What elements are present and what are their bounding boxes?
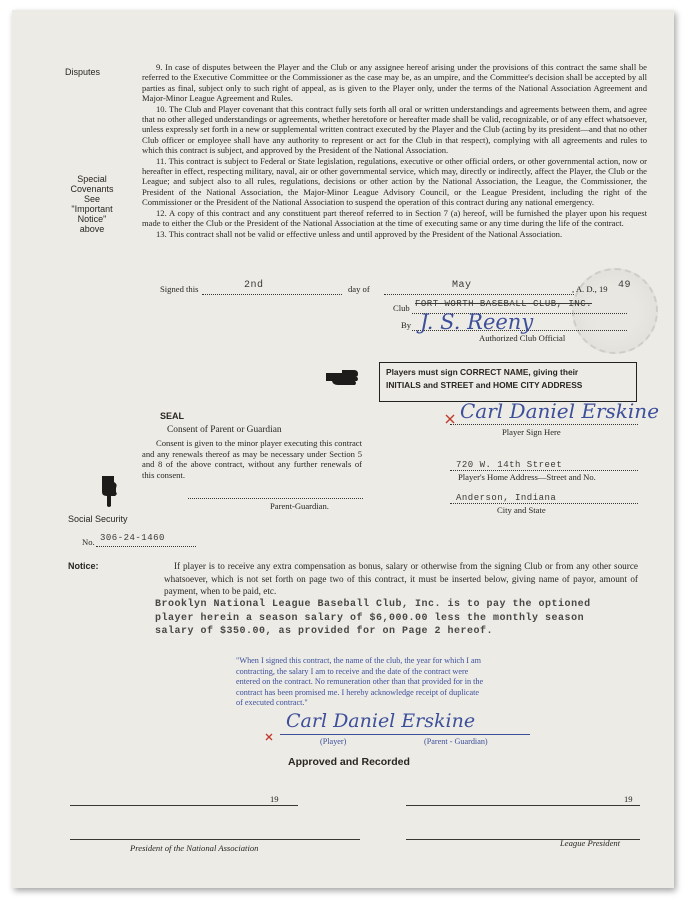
player-city-label: City and State (497, 505, 546, 515)
pointing-hand-icon (324, 365, 360, 389)
contract-clauses (142, 62, 647, 239)
club-label: Club (393, 303, 410, 313)
player-address-value: 720 W. 14th Street (456, 460, 563, 470)
clause-13: 13. This contract shall not be valid or effective unless and until approved by the President of the National Association. (156, 228, 563, 239)
clause-10: 10. The Club and Player covenant that this contract fully sets forth all oral or written understandings and agreements between them, and agree that no other alleged understandings or agreements, whether heretofore or hereafter made shall be valid, recognizable, or of any effect whatsoever, unless expressly set forth in a new or supplemental written contract executed by the Player and the Club (acting by its president—and that no other Club officer or employee shall have any authority to represent or act for the Club in that respect), complying with all agreements and rules to which this contract is subject, and approved by the President of the National Association. (142, 103, 647, 156)
player-signature: Carl Daniel Erskine (460, 399, 660, 423)
seal-label: SEAL (160, 411, 185, 421)
footer-year-right: 19 (624, 794, 633, 804)
embossed-seal (572, 268, 658, 354)
authorized-official-label: Authorized Club Official (479, 333, 566, 343)
social-security-label: Social Security (68, 514, 128, 524)
clause-9: 9. In case of disputes between the Player and the Club or any assignee hereof arising under the provisions of this contract the same shall be referred to the Executive Committee or the Commissioner as the case may be, as an umpire, and the Committee's decision shall be accepted by all parties as final, subject only to such right of appeal, as is given to the Player only, under the terms of the National Association Agreement and Major-Minor League Agreement and Rules. (142, 62, 647, 104)
special-covenants-label: Special Covenants See "Important Notice" above (70, 174, 114, 234)
pointing-hand-down-icon (98, 474, 120, 508)
ss-value: 306-24-1460 (100, 533, 165, 543)
typed-bonus-insert: Brooklyn National League Baseball Club, Inc. is to pay the optioned player herein a season salary of $6,000.00 less the monthly season salary of $350.00, as provided for on Page 2 hereof. (155, 599, 591, 637)
stamp-player-signature: Carl Daniel Erskine (286, 710, 476, 732)
club-value: FORT WORTH BASEBALL CLUB, INC. (415, 299, 593, 309)
club-official-signature: J. S. Reeny (420, 310, 534, 334)
notice-label: Notice: (68, 561, 99, 571)
by-label: By (401, 320, 412, 330)
consent-title: Consent of Parent or Guardian (167, 425, 282, 435)
player-city-value: Anderson, Indiana (456, 493, 557, 503)
year-value: 49 (618, 280, 632, 291)
receipt-stamp-text: "When I signed this contract, the name of the club, the year for which I am contracting, the salary I am to receive and the date of the contract were entered on the contract. No remuneration other than that provided for in the contract has been promised me. I hereby acknowledge receipt of duplicate of executed contract." (236, 656, 484, 707)
stamp-player-label: (Player) (320, 737, 347, 746)
ad-label: , A. D., 19 (572, 284, 608, 294)
league-president-label: League President (560, 838, 621, 848)
clause-11: 11. This contract is subject to Federal or State legislation, regulations, executive or other official orders, or other governmental action, now or hereafter in effect, respecting military, naval, air or other governmental service, which may, directly or indirectly, affect the Player, the Club or the League; and subject also to all rules, regulations, decisions or other action by the National Association, the League, the Commissioner, the President of the National Association, the Major-Minor League Advisory Council, or the League President, including the right of the Commissioner or the President of the National Association to suspend the operation of this contract during any national emergency. (142, 155, 647, 208)
day-value: 2nd (244, 280, 264, 291)
day-of-label: day of (348, 284, 370, 294)
ss-no-label: No. (82, 537, 95, 547)
month-value: May (452, 280, 472, 291)
footer-year-left: 19 (270, 794, 279, 804)
red-x-mark-icon (264, 732, 274, 742)
player-sign-here-label: Player Sign Here (502, 427, 561, 437)
disputes-label: Disputes (65, 67, 101, 77)
approved-recorded-heading: Approved and Recorded (288, 756, 410, 768)
stamp-parent-label: (Parent - Guardian) (424, 737, 488, 746)
contract-page (12, 10, 674, 888)
national-association-president-label: President of the National Association (130, 843, 259, 853)
notice-text: If player is to receive any extra compensation as bonus, salary or otherwise from the signing Club or from any other source whatsoever, which is not set forth on page two of this contract, it must be inserted below, giving name of payor, amount of payment, when to be paid, etc. (164, 561, 638, 596)
player-address-label: Player's Home Address—Street and No. (458, 472, 596, 482)
clause-12: 12. A copy of this contract and any constituent part thereof referred to in Section 7 (a) hereof, will be furnished the player upon his request made to either the Club or the President of the National Association at the time of executing same or any time during the life of the contract. (142, 207, 647, 229)
signing-notice-box: Players must sign CORRECT NAME, giving their INITIALS and STREET and HOME CITY ADDRESS (379, 362, 637, 402)
parent-guardian-label: Parent-Guardian. (270, 501, 329, 511)
consent-text: Consent is given to the minor player executing this contract and any renewals thereof as may be necessary under Section 5 and 8 of the above contract, without any further renewals of this consent. (142, 438, 362, 480)
signed-this-label: Signed this (160, 284, 199, 294)
